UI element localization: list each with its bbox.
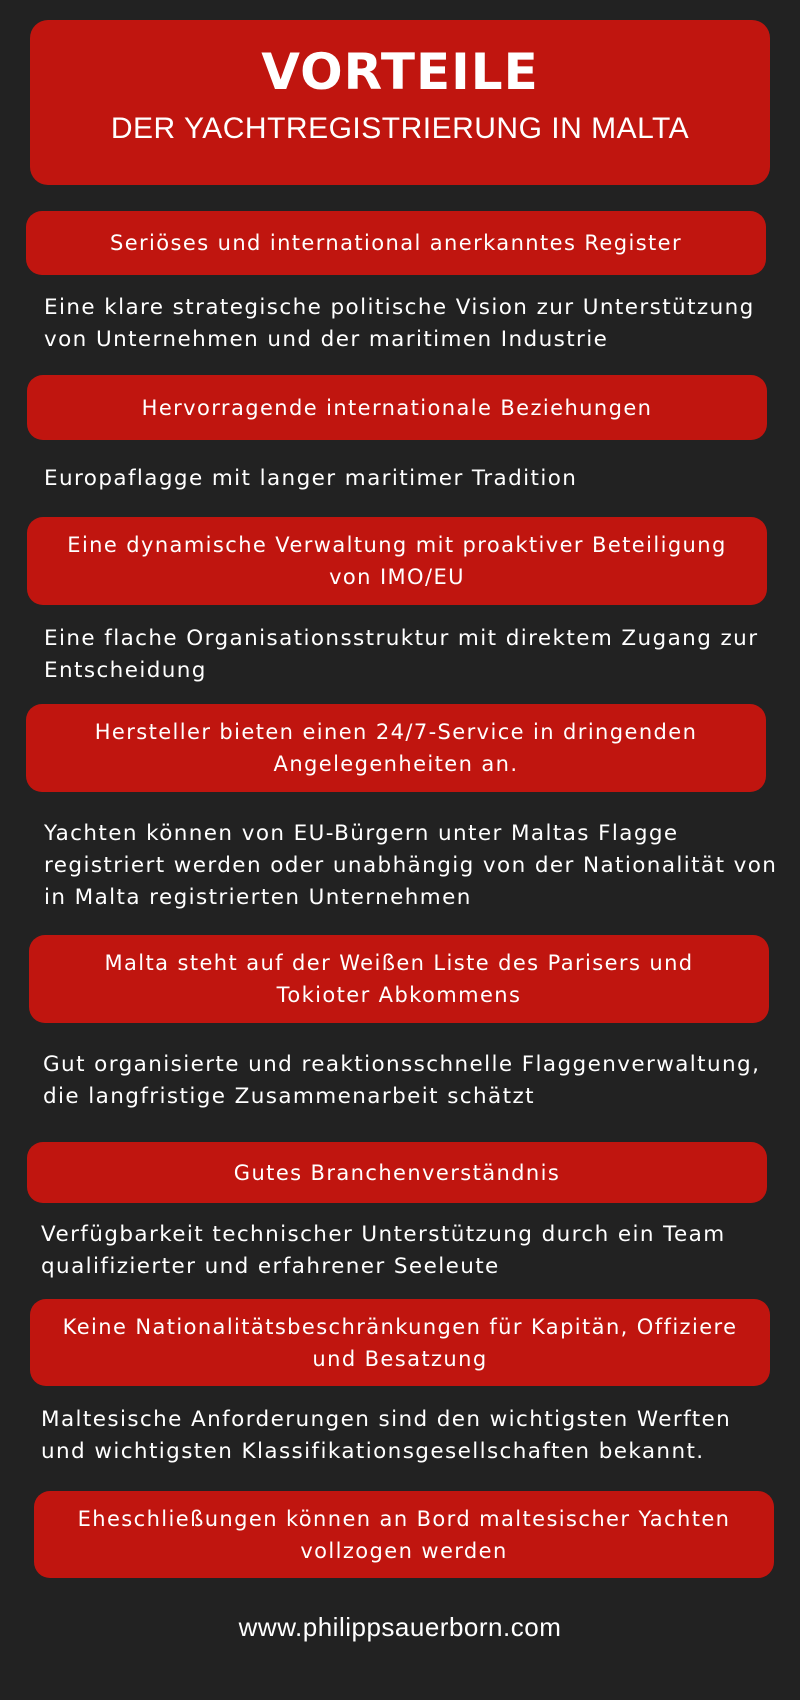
advantage-heading-1: Seriöses und international anerkanntes Register (26, 211, 766, 275)
advantage-text-1: Eine klare strategische politische Vision zur Unterstützung von Unternehmen und der maritimen Industrie (44, 295, 755, 352)
advantage-text-2: Europaflagge mit langer maritimer Tradition (44, 466, 578, 491)
website-link[interactable]: www.philippsauerborn.com (238, 1612, 562, 1642)
advantage-text-4: Yachten können von EU-Bürgern unter Maltas Flagge registriert werden oder unabhängig von der Nationalität von in Malta registrierten Unternehmen (44, 821, 778, 910)
advantage-text-7: Maltesische Anforderungen sind den wichtigsten Werften und wichtigsten Klassifikationsgesellschaften bekannt. (41, 1407, 732, 1464)
advantage-heading-5: Malta steht auf der Weißen Liste des Parisers und Tokioter Abkommens (29, 935, 769, 1023)
advantage-text-6: Verfügbarkeit technischer Unterstützung durch ein Team qualifizierter und erfahrener Seeleute (41, 1222, 726, 1279)
advantage-text-3: Eine flache Organisationsstruktur mit direktem Zugang zur Entscheidung (44, 626, 759, 683)
advantage-heading-8: Eheschließungen können an Bord maltesischer Yachten vollzogen werden (34, 1491, 774, 1578)
advantage-heading-4: Hersteller bieten einen 24/7-Service in dringenden Angelegenheiten an. (26, 704, 766, 792)
advantage-text-5: Gut organisierte und reaktionsschnelle Flaggenverwaltung, die langfristige Zusammenarbeit schätzt (43, 1052, 761, 1109)
page-title: VORTEILE (261, 43, 539, 101)
advantage-heading-3: Eine dynamische Verwaltung mit proaktiver Beteiligung von IMO/EU (27, 517, 767, 605)
page-subtitle: DER YACHTREGISTRIERUNG IN MALTA (110, 112, 690, 145)
advantage-heading-6: Gutes Branchenverständnis (27, 1142, 767, 1203)
header-banner (30, 20, 770, 185)
advantage-heading-2: Hervorragende internationale Beziehungen (27, 375, 767, 440)
advantage-heading-7: Keine Nationalitätsbeschränkungen für Kapitän, Offiziere und Besatzung (30, 1299, 770, 1386)
